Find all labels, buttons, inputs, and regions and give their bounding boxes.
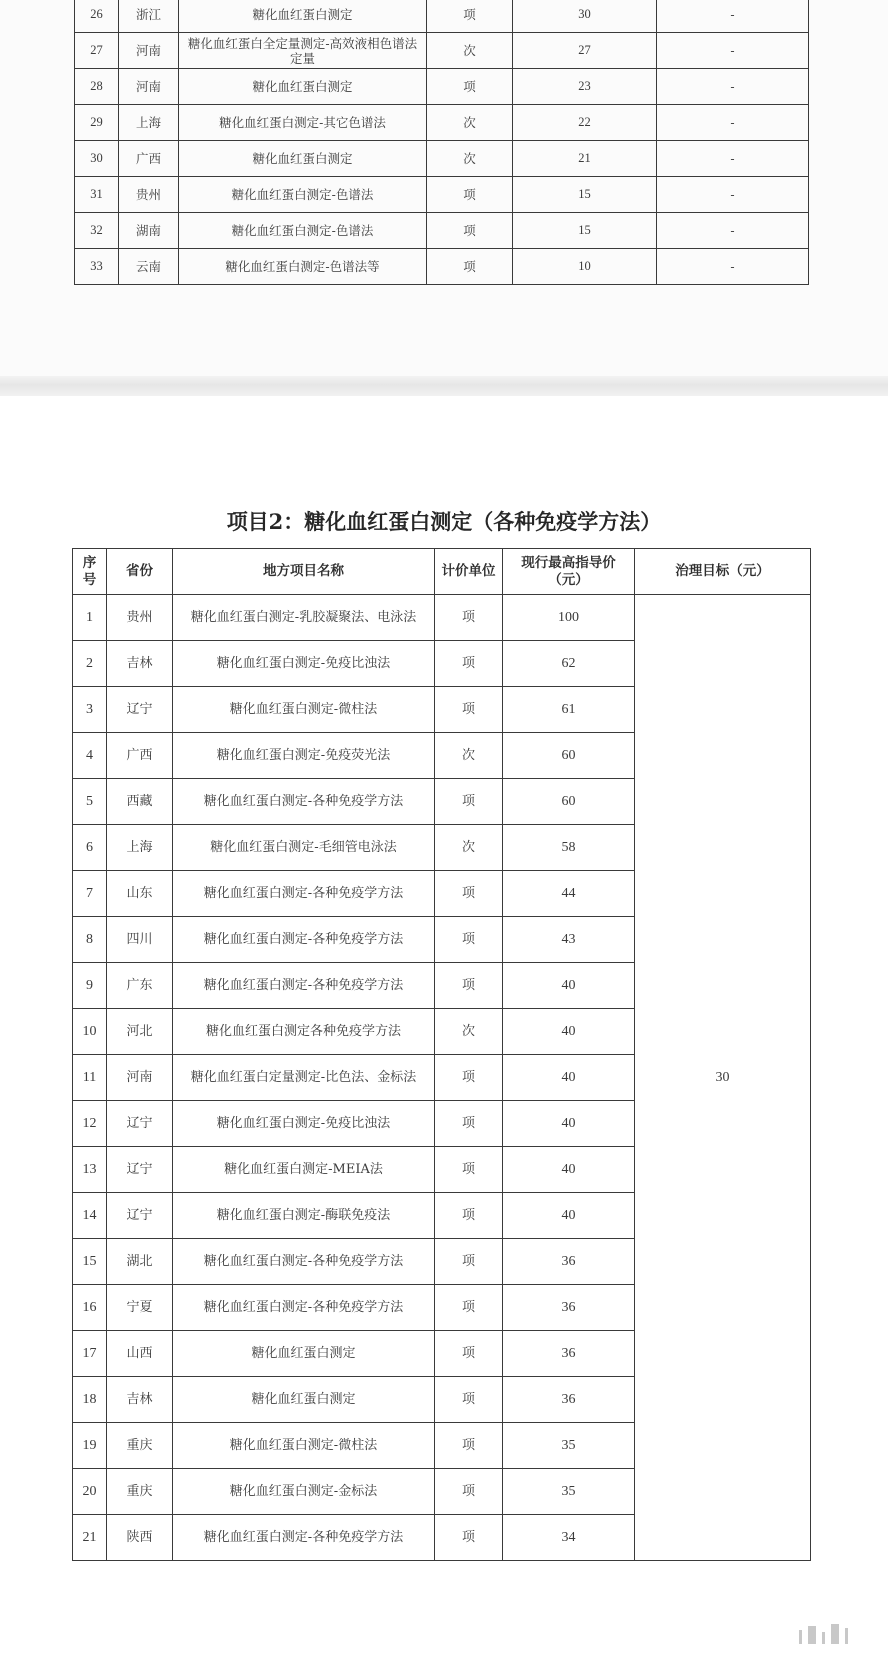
row-unit: 项 (435, 641, 503, 687)
row-item-name: 糖化血红蛋白测定-各种免疫学方法 (173, 871, 435, 917)
row-province: 吉林 (107, 1377, 173, 1423)
row-item-name: 糖化血红蛋白测定-微柱法 (173, 687, 435, 733)
row-number: 30 (75, 141, 119, 177)
row-price: 34 (503, 1515, 635, 1561)
row-unit: 项 (427, 69, 513, 105)
row-province: 山东 (107, 871, 173, 917)
row-province: 贵州 (119, 177, 179, 213)
row-number: 2 (73, 641, 107, 687)
row-item-name: 糖化血红蛋白全定量测定-高效液相色谱法定量 (179, 33, 427, 69)
row-province: 陕西 (107, 1515, 173, 1561)
row-price: 30 (513, 0, 657, 33)
row-province: 西藏 (107, 779, 173, 825)
table-row (75, 249, 809, 285)
row-province: 湖南 (119, 213, 179, 249)
row-price: 43 (503, 917, 635, 963)
row-province: 河南 (119, 33, 179, 69)
row-province: 云南 (119, 249, 179, 285)
row-province: 广东 (107, 963, 173, 1009)
row-unit: 项 (427, 213, 513, 249)
row-price: 40 (503, 1009, 635, 1055)
row-unit: 次 (427, 105, 513, 141)
row-number: 1 (73, 595, 107, 641)
row-unit: 项 (435, 1285, 503, 1331)
row-target: - (657, 213, 809, 249)
row-province: 河南 (119, 69, 179, 105)
header-item-name: 地方项目名称 (173, 549, 435, 595)
row-item-name: 糖化血红蛋白测定 (173, 1331, 435, 1377)
row-number: 28 (75, 69, 119, 105)
row-price: 21 (513, 141, 657, 177)
row-item-name: 糖化血红蛋白测定 (173, 1377, 435, 1423)
row-number: 21 (73, 1515, 107, 1561)
row-target: - (657, 105, 809, 141)
row-number: 19 (73, 1423, 107, 1469)
row-price: 40 (503, 1147, 635, 1193)
row-number: 33 (75, 249, 119, 285)
row-unit: 次 (435, 1009, 503, 1055)
row-unit: 项 (435, 595, 503, 641)
row-number: 18 (73, 1377, 107, 1423)
row-number: 15 (73, 1239, 107, 1285)
row-province: 河北 (107, 1009, 173, 1055)
row-unit: 项 (435, 779, 503, 825)
row-unit: 项 (435, 1193, 503, 1239)
row-price: 40 (503, 1193, 635, 1239)
row-number: 10 (73, 1009, 107, 1055)
row-number: 5 (73, 779, 107, 825)
row-price: 62 (503, 641, 635, 687)
row-province: 吉林 (107, 641, 173, 687)
table-row (75, 177, 809, 213)
row-price: 36 (503, 1331, 635, 1377)
header-target: 治理目标（元） (635, 549, 811, 595)
table-row (73, 595, 811, 641)
page-2 (0, 396, 888, 1664)
row-unit: 次 (435, 733, 503, 779)
row-province: 重庆 (107, 1423, 173, 1469)
row-province: 湖北 (107, 1239, 173, 1285)
row-province: 四川 (107, 917, 173, 963)
row-item-name: 糖化血红蛋白测定-色谱法 (179, 213, 427, 249)
row-item-name: 糖化血红蛋白测定-各种免疫学方法 (173, 1515, 435, 1561)
row-unit: 次 (427, 33, 513, 69)
row-price: 35 (503, 1423, 635, 1469)
row-unit: 项 (427, 177, 513, 213)
row-item-name: 糖化血红蛋白测定-色谱法 (179, 177, 427, 213)
row-unit: 项 (435, 1239, 503, 1285)
row-item-name: 糖化血红蛋白测定-其它色谱法 (179, 105, 427, 141)
row-number: 20 (73, 1469, 107, 1515)
row-item-name: 糖化血红蛋白测定 (179, 141, 427, 177)
row-province: 上海 (107, 825, 173, 871)
row-province: 辽宁 (107, 1147, 173, 1193)
row-number: 13 (73, 1147, 107, 1193)
row-unit: 项 (435, 1101, 503, 1147)
row-target: - (657, 0, 809, 33)
row-price: 40 (503, 1055, 635, 1101)
page-1-fragment (0, 0, 888, 376)
table-row (75, 141, 809, 177)
row-province: 上海 (119, 105, 179, 141)
row-item-name: 糖化血红蛋白测定-免疫比浊法 (173, 1101, 435, 1147)
row-unit: 项 (435, 1331, 503, 1377)
header-province: 省份 (107, 549, 173, 595)
row-price: 15 (513, 177, 657, 213)
row-province: 辽宁 (107, 1101, 173, 1147)
row-number: 29 (75, 105, 119, 141)
row-target: - (657, 69, 809, 105)
row-item-name: 糖化血红蛋白测定-各种免疫学方法 (173, 1285, 435, 1331)
row-number: 31 (75, 177, 119, 213)
row-item-name: 糖化血红蛋白测定-色谱法等 (179, 249, 427, 285)
row-price: 36 (503, 1285, 635, 1331)
row-unit: 项 (435, 687, 503, 733)
row-price: 40 (503, 963, 635, 1009)
row-number: 6 (73, 825, 107, 871)
row-price: 40 (503, 1101, 635, 1147)
row-unit: 项 (435, 1377, 503, 1423)
watermark-bars (799, 1624, 848, 1644)
table-row (75, 33, 809, 69)
row-unit: 项 (427, 0, 513, 33)
price-table-continued (74, 0, 809, 285)
row-item-name: 糖化血红蛋白测定-各种免疫学方法 (173, 917, 435, 963)
row-number: 8 (73, 917, 107, 963)
row-number: 26 (75, 0, 119, 33)
row-item-name: 糖化血红蛋白测定-免疫荧光法 (173, 733, 435, 779)
row-unit: 项 (427, 249, 513, 285)
row-unit: 项 (435, 871, 503, 917)
row-item-name: 糖化血红蛋白测定-酶联免疫法 (173, 1193, 435, 1239)
row-unit: 项 (435, 1515, 503, 1561)
row-unit: 项 (435, 1147, 503, 1193)
header-no: 序号 (73, 549, 107, 595)
row-province: 宁夏 (107, 1285, 173, 1331)
table-row (75, 0, 809, 33)
row-price: 36 (503, 1377, 635, 1423)
row-target: - (657, 177, 809, 213)
row-item-name: 糖化血红蛋白测定 (179, 0, 427, 33)
header-price: 现行最高指导价（元） (503, 549, 635, 595)
row-province: 广西 (119, 141, 179, 177)
price-table-item-2 (72, 548, 811, 1561)
row-province: 广西 (107, 733, 173, 779)
row-item-name: 糖化血红蛋白测定-免疫比浊法 (173, 641, 435, 687)
row-price: 60 (503, 779, 635, 825)
row-province: 河南 (107, 1055, 173, 1101)
target-value: 30 (635, 595, 811, 1561)
row-price: 60 (503, 733, 635, 779)
row-item-name: 糖化血红蛋白测定-微柱法 (173, 1423, 435, 1469)
page-separator (0, 376, 888, 396)
row-price: 44 (503, 871, 635, 917)
row-number: 27 (75, 33, 119, 69)
row-price: 36 (503, 1239, 635, 1285)
row-number: 16 (73, 1285, 107, 1331)
row-province: 浙江 (119, 0, 179, 33)
row-number: 4 (73, 733, 107, 779)
section-title: 项目2：糖化血红蛋白测定（各种免疫学方法） (226, 509, 662, 534)
row-target: - (657, 249, 809, 285)
row-number: 14 (73, 1193, 107, 1239)
row-item-name: 糖化血红蛋白测定-各种免疫学方法 (173, 963, 435, 1009)
row-item-name: 糖化血红蛋白测定-各种免疫学方法 (173, 1239, 435, 1285)
row-price: 23 (513, 69, 657, 105)
row-province: 辽宁 (107, 1193, 173, 1239)
table-header-row (73, 549, 811, 595)
row-price: 58 (503, 825, 635, 871)
row-item-name: 糖化血红蛋白测定-MEIA法 (173, 1147, 435, 1193)
row-price: 15 (513, 213, 657, 249)
row-item-name: 糖化血红蛋白测定-金标法 (173, 1469, 435, 1515)
row-price: 100 (503, 595, 635, 641)
row-province: 贵州 (107, 595, 173, 641)
row-unit: 项 (435, 1423, 503, 1469)
row-number: 12 (73, 1101, 107, 1147)
row-number: 7 (73, 871, 107, 917)
table-row (75, 105, 809, 141)
row-unit: 次 (427, 141, 513, 177)
row-number: 3 (73, 687, 107, 733)
row-number: 32 (75, 213, 119, 249)
row-item-name: 糖化血红蛋白定量测定-比色法、金标法 (173, 1055, 435, 1101)
row-price: 61 (503, 687, 635, 733)
row-target: - (657, 141, 809, 177)
row-price: 10 (513, 249, 657, 285)
row-unit: 项 (435, 963, 503, 1009)
row-unit: 项 (435, 1469, 503, 1515)
row-item-name: 糖化血红蛋白测定-毛细管电泳法 (173, 825, 435, 871)
row-number: 11 (73, 1055, 107, 1101)
row-target: - (657, 33, 809, 69)
row-province: 山西 (107, 1331, 173, 1377)
row-price: 27 (513, 33, 657, 69)
table-row (75, 69, 809, 105)
row-number: 17 (73, 1331, 107, 1377)
row-item-name: 糖化血红蛋白测定各种免疫学方法 (173, 1009, 435, 1055)
row-unit: 项 (435, 917, 503, 963)
table-row (75, 213, 809, 249)
row-item-name: 糖化血红蛋白测定-乳胶凝聚法、电泳法 (173, 595, 435, 641)
row-province: 重庆 (107, 1469, 173, 1515)
row-unit: 项 (435, 1055, 503, 1101)
header-unit: 计价单位 (435, 549, 503, 595)
row-item-name: 糖化血红蛋白测定 (179, 69, 427, 105)
row-price: 35 (503, 1469, 635, 1515)
row-province: 辽宁 (107, 687, 173, 733)
row-number: 9 (73, 963, 107, 1009)
row-unit: 次 (435, 825, 503, 871)
row-price: 22 (513, 105, 657, 141)
row-item-name: 糖化血红蛋白测定-各种免疫学方法 (173, 779, 435, 825)
